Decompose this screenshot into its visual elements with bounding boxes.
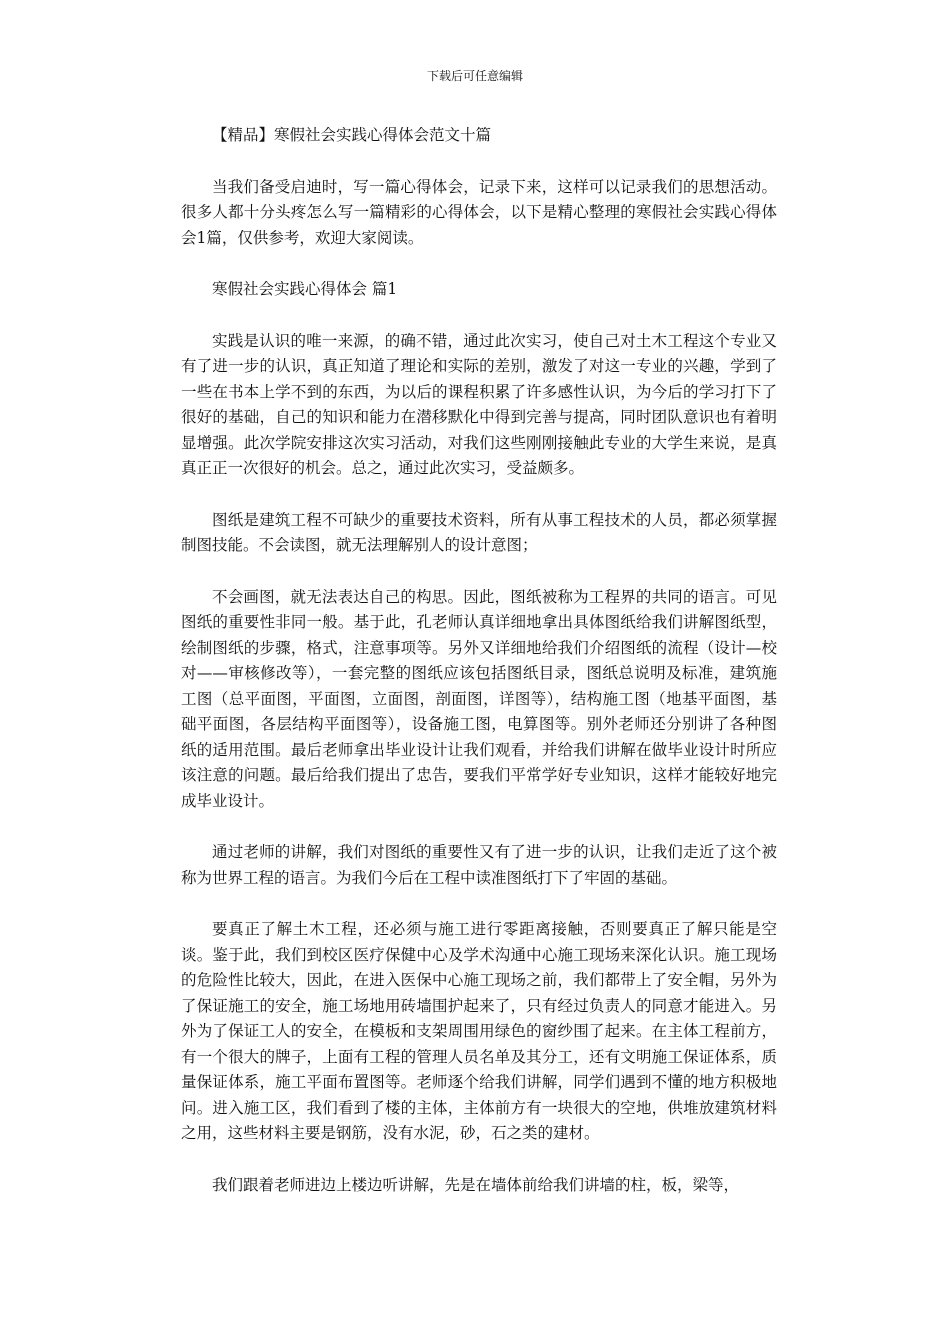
body-paragraph: 图纸是建筑工程不可缺少的重要技术资料，所有从事工程技术的人员，都必须掌握制图技能。不会读图，就无法理解别人的设计意图； bbox=[181, 510, 777, 554]
body-paragraph: 通过老师的讲解，我们对图纸的重要性又有了进一步的认识，让我们走近了这个被称为世界工程的语言。为我们今后在工程中读准图纸打下了牢固的基础。 bbox=[181, 843, 777, 887]
document-body bbox=[181, 123, 777, 1224]
body-paragraph: 实践是认识的唯一来源，的确不错，通过此次实习，使自己对土木工程这个专业又有了进一步的认识，真正知道了理论和实际的差别，激发了对这一专业的兴趣，学到了一些在书本上学不到的东西，为以后的课程积累了许多感性认识，为今后的学习打下了很好的基础，自己的知识和能力在潜移默化中得到完善与提高，同时团队意识也有着明显增强。此次学院安排这次实习活动，对我们这些刚刚接触此专业的大学生来说，是真真正正一次很好的机会。总之，通过此次实习，受益颇多。 bbox=[181, 331, 777, 477]
document-title: 【精品】寒假社会实践心得体会范文十篇 bbox=[212, 126, 492, 144]
body-paragraph: 不会画图，就无法表达自己的构思。因此，图纸被称为工程界的共同的语言。可见图纸的重要性非同一般。基于此，孔老师认真详细地拿出具体图纸给我们讲解图纸型，绘制图纸的步骤，格式，注意事项等。另外又详细地给我们介绍图纸的流程（设计—校对——审核修改等），一套完整的图纸应该包括图纸目录，图纸总说明及标准，建筑施工图（总平面图，平面图，立面图，剖面图，详图等），结构施工图（地基平面图，基础平面图，各层结构平面图等），设备施工图，电算图等。别外老师还分别讲了各种图纸的适用范围。最后老师拿出毕业设计让我们观看，并给我们讲解在做毕业设计时所应该注意的问题。最后给我们提出了忠告，要我们平常学好专业知识，这样才能较好地完成毕业设计。 bbox=[181, 587, 777, 810]
intro-paragraph: 当我们备受启迪时，写一篇心得体会，记录下来，这样可以记录我们的思想活动。很多人都十分头疼怎么写一篇精彩的心得体会，以下是精心整理的寒假社会实践心得体会1篇，仅供参考，欢迎大家阅读。 bbox=[181, 177, 777, 247]
body-paragraph: 我们跟着老师进边上楼边听讲解，先是在墙体前给我们讲墙的柱，板，梁等， bbox=[212, 1175, 740, 1194]
section-heading: 寒假社会实践心得体会 篇1 bbox=[212, 280, 398, 298]
header-note: 下载后可任意编辑 bbox=[426, 69, 523, 83]
body-paragraph: 要真正了解土木工程，还必须与施工进行零距离接触，否则要真正了解只能是空谈。鉴于此，我们到校区医疗保健中心及学术沟通中心施工现场来深化认识。施工现场的危险性比较大，因此，在进入医保中心施工现场之前，我们都带上了安全帽，另外为了保证施工的安全，施工场地用砖墙围护起来了，只有经过负责人的同意才能进入。另外为了保证工人的安全，在模板和支架周围用绿色的窗纱围了起来。在主体工程前方，有一个很大的牌子，上面有工程的管理人员名单及其分工，还有文明施工保证体系，质量保证体系，施工平面布置图等。老师逐个给我们讲解，同学们遇到不懂的地方积极地问。进入施工区，我们看到了楼的主体，主体前方有一块很大的空地，供堆放建筑材料之用，这些材料主要是钢筋，没有水泥，砂，石之类的建材。 bbox=[181, 920, 777, 1142]
